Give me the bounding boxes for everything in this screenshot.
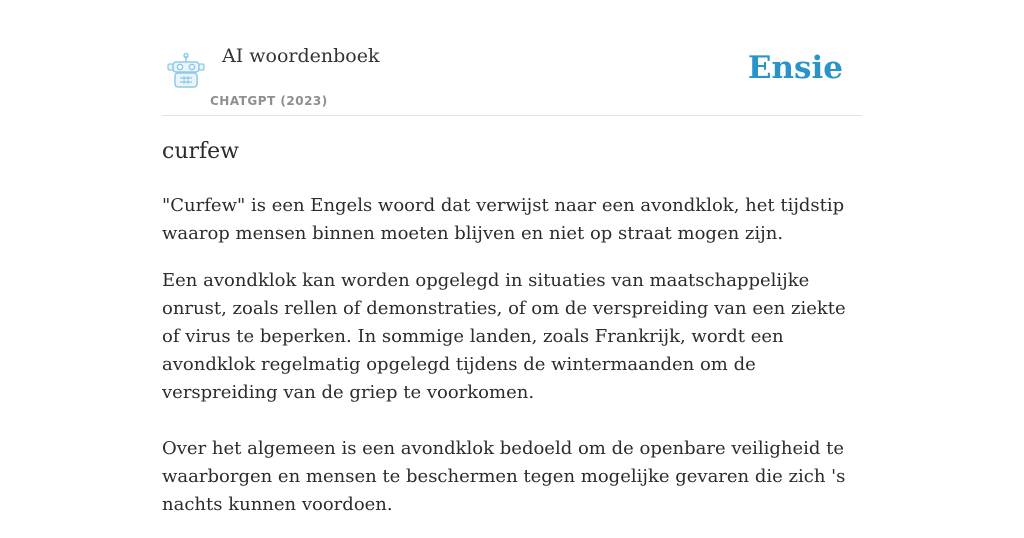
header [162, 0, 862, 116]
robot-icon [166, 52, 206, 90]
entry-body [162, 192, 862, 538]
entry-paragraph: Een avondklok kan worden opgelegd in situaties van maatschappelijke onrust, zoals rellen of demonstraties, of om de verspreiding van een ziekte of virus te beperken. In sommige landen, zoals Frankrijk, wordt een avondklok regelmatig opgelegd tijdens de wintermaanden om de verspreiding van de griep te voorkomen. [162, 270, 846, 403]
entry-page [162, 0, 862, 515]
entry-paragraph: Over het algemeen is een avondklok bedoeld om de openbare veiligheid te waarborgen en mensen te beschermen tegen mogelijke gevaren die zich 's nachts kunnen voordoen. [162, 438, 846, 515]
brand-logo[interactable]: Ensie [747, 50, 843, 86]
source-label: CHATGPT (2023) [210, 94, 328, 108]
site-name[interactable]: AI woordenboek [222, 45, 380, 67]
entry-term: curfew [162, 139, 239, 164]
entry-paragraph: "Curfew" is een Engels woord dat verwijst naar een avondklok, het tijdstip waarop mensen binnen moeten blijven en niet op straat mogen zijn. [162, 195, 845, 244]
